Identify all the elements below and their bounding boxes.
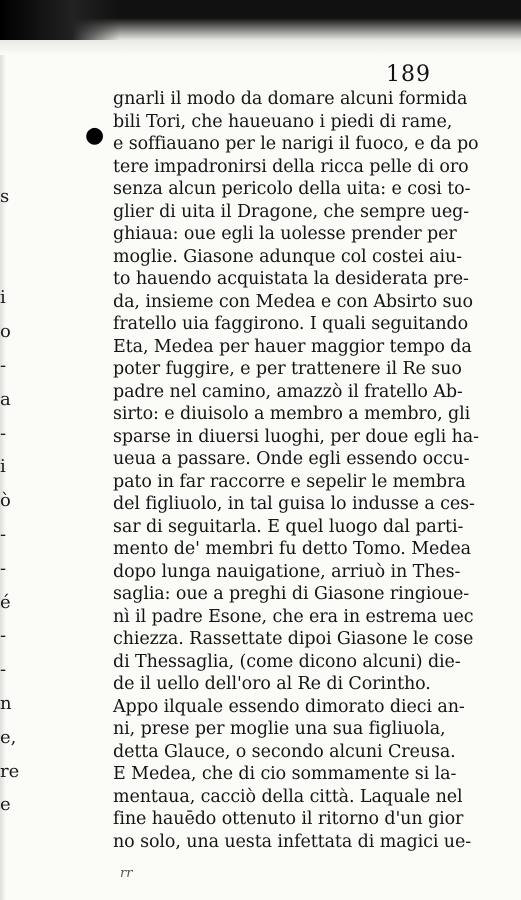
text-line: da, insieme con Medea e con Absirto suo (113, 291, 473, 312)
gutter-mark (0, 248, 18, 282)
corner-shadow (0, 0, 120, 40)
gutter-mark: - (0, 625, 7, 647)
text-line: sirto: e diuisolo a membro a membro, gli (113, 404, 471, 424)
text-line: sparse in diuersi luoghi, per doue egli ha- (113, 426, 479, 447)
text-line: nì il padre Esone, che era in estrema uec (113, 606, 474, 627)
text-line: ni, prese per moglie una sua figliuola, (113, 719, 446, 739)
gutter-mark: - (0, 523, 7, 545)
text-line: fratello uia faggirono. I quali seguitando (113, 314, 469, 334)
text-line: saglia: oue a preghi di Giasone ringioue- (113, 584, 470, 604)
gutter-mark: ò (0, 490, 11, 512)
text-line: poter fuggire, e per trattenere il Re suo (113, 359, 462, 379)
text-line: no solo, una uesta infettata di magici ue- (113, 831, 472, 852)
bottom-mark: rr (120, 866, 133, 881)
gutter-mark: - (0, 557, 7, 579)
margin-bullet-icon: ● (85, 123, 105, 148)
gutter-mark: - (0, 422, 7, 444)
gutter-mark: s (0, 186, 10, 207)
text-line: Eta, Medea per hauer maggior tempo da (113, 336, 472, 357)
text-line: padre nel camino, amazzò il fratello Ab- (113, 381, 463, 402)
text-line: to hauendo acquistata la desiderata pre- (113, 269, 469, 289)
gutter-mark: é (0, 591, 11, 613)
text-line: di Thessaglia, (come dicono alcuni) die- (113, 651, 461, 672)
gutter-mark (0, 214, 18, 248)
text-line: moglie. Giasone adunque col costei aiu- (113, 246, 462, 267)
text-line: senza alcun pericolo della uita: e cosi to- (113, 179, 471, 199)
text-line: ueua a passare. Onde egli essendo occu- (113, 449, 470, 469)
gutter-mark: re (0, 760, 20, 782)
text-line: de il uello dell'oro al Re di Corintho. (113, 674, 431, 694)
text-line: glier di uita il Dragone, che sempre ueg- (113, 201, 470, 222)
text-line: gnarli il modo da domare alcuni formida (113, 89, 468, 109)
text-line: E Medea, che di cio sommamente si la- (113, 764, 457, 784)
gutter-mark: i (0, 456, 6, 478)
text-line: tere impadronirsi della ricca pelle di oro (113, 156, 469, 177)
gutter-mark: n (0, 692, 12, 714)
text-line: mentaua, cacciò della città. Laquale nel (113, 786, 463, 807)
text-line: e soffiauano per le narigi il fuoco, e da po (113, 134, 479, 154)
text-line: Appo ilquale essendo dimorato dieci an- (113, 696, 465, 717)
text-line: sar di seguitarla. E quel luogo dal parti- (113, 516, 464, 537)
gutter-mark: o (0, 321, 11, 343)
text-line: chiezza. Rassettate dipoi Giasone le cose (113, 629, 474, 649)
gutter-mark: i (0, 287, 6, 309)
text-line: pato in far raccorre e sepelir le membra (113, 471, 466, 492)
gutter-mark: - (0, 354, 7, 376)
text-line: bili Tori, che haueuano i piedi di rame, (113, 111, 453, 132)
text-line: detta Glauce, o secondo alcuni Creusa. (113, 741, 456, 762)
body-text (113, 88, 479, 853)
adjacent-page-gutter (0, 180, 18, 822)
gutter-mark: a (0, 388, 11, 410)
text-line: del figliuolo, in tal guisa lo indusse a ces- (113, 494, 475, 514)
text-line: ghiaua: oue egli la uolesse prender per (113, 224, 457, 244)
gutter-mark: e (0, 794, 11, 816)
text-line: mento de' membri fu detto Tomo. Medea (113, 539, 471, 559)
gutter-mark: e, (0, 726, 17, 748)
page-number: 189 (386, 62, 431, 87)
gutter-mark: - (0, 659, 7, 681)
text-line: dopo lunga nauigatione, arriuò in Thes- (113, 561, 461, 582)
text-line: fine hauēdo ottenuto il ritorno d'un gior (113, 809, 464, 829)
